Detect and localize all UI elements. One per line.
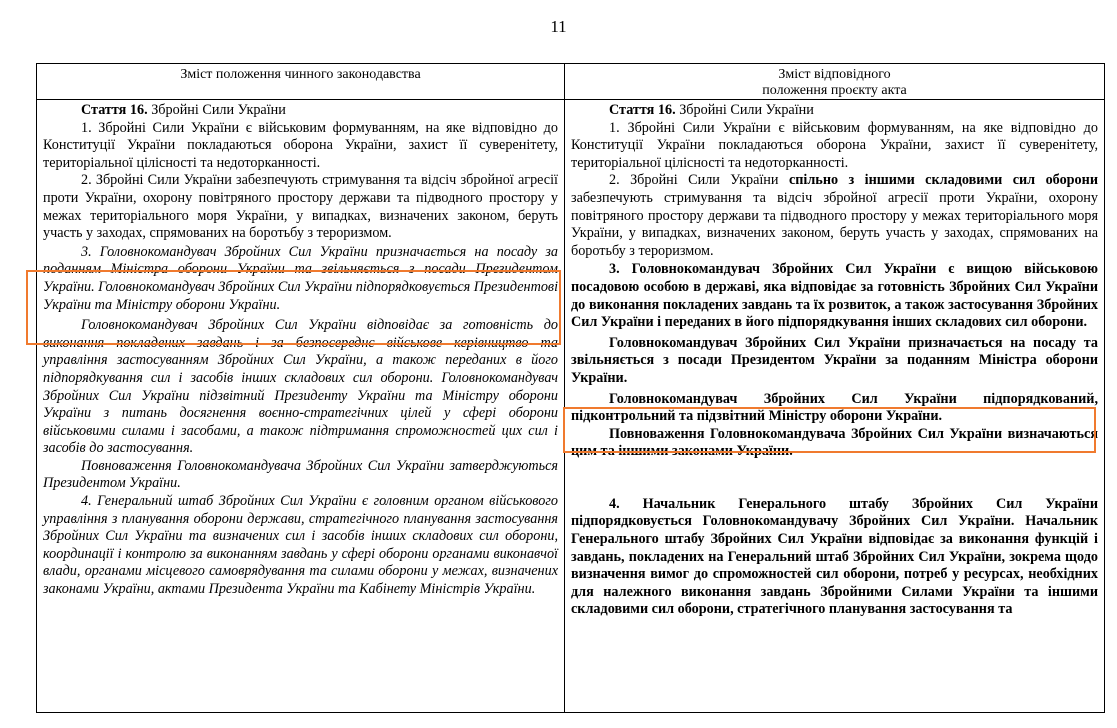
right-article-title	[571, 102, 1098, 120]
right-article-name: Збройні Сили України	[675, 102, 814, 118]
header-left-text: Зміст положення чинного законодавства	[180, 67, 421, 82]
highlight-box-right-subordination	[563, 407, 1096, 453]
right-article-number: Стаття 16.	[609, 102, 676, 118]
left-article-number: Стаття 16.	[81, 102, 148, 118]
header-draft-act	[565, 64, 1105, 100]
left-paragraph-2: 2. Збройні Сили України забезпечують стримування та відсіч збройної агресії проти України, охорону повітряного простору держави та підводного простору у межах територіального моря України, у випадках, визначених законом, беруть участь у заходах, спрямованих на боротьбу з тероризмом.	[43, 172, 558, 242]
left-article-title	[43, 102, 558, 120]
right-paragraph-2	[571, 172, 1098, 260]
header-right-line2: положення проєкту акта	[762, 83, 907, 98]
current-law-column	[37, 100, 565, 713]
right-spacer	[571, 461, 1098, 496]
right-paragraph-5: Головнокомандувач Збройних Сил України підпорядкований, підконтрольний та підзвітний Міністру оборони України.	[571, 390, 1098, 425]
left-paragraph-5: Повноваження Головнокомандувача Збройних Сил України затверджуються Президентом України.	[43, 457, 558, 492]
right-paragraph-6: Повноваження Головнокомандувача Збройних Сил України визначаються цим та іншими законами України.	[571, 425, 1098, 460]
right-paragraph-4: Головнокомандувач Збройних Сил України призначається на посаду та звільняється з посади Президентом України за поданням Міністра оборони України.	[571, 334, 1098, 386]
left-paragraph-3: 3. Головнокомандувач Збройних Сил України призначається на посаду за поданням Міністра оборони України та звільняється з посади Президентом України. Головнокомандувач Збройних Сил України підпорядковується Президентові України та Міністру оборони України.	[43, 243, 559, 313]
right-p2-bold-insert: спільно з іншими складовими сил оборони	[788, 172, 1098, 189]
right-p2-start: 2. Збройні Сили України	[609, 172, 789, 189]
left-paragraph-1: 1. Збройні Сили України є військовим формуванням, на яке відповідно до Конституції України покладаються оборона України, захист її суверенітету, територіальної цілісності та недоторканності.	[43, 119, 558, 171]
header-right-line1: Зміст відповідного	[778, 67, 891, 82]
right-paragraph-1: 1. Збройні Сили України є військовим формуванням, на яке відповідно до Конституції України покладаються оборона України, захист її суверенітету, територіальної цілісності та недоторканності.	[571, 119, 1098, 171]
table-header-row	[37, 64, 1105, 100]
table-body-row	[37, 100, 1105, 713]
draft-act-column	[565, 100, 1105, 713]
right-paragraph-7: 4. Начальник Генерального штабу Збройних Сил України підпорядковується Головнокомандувачу Збройних Сил України. Начальник Генерального штабу Збройних Сил України відповідає за виконання функцій і завдань, покладених на Генеральний штаб Збройних Сил України, зокрема щодо визначення вимог до спроможностей сил оборони, потреб у ресурсах, необхідних для належного виконання завдань Збройними Силами України та іншими складовими сил оборони, стратегічного планування застосування та	[571, 495, 1098, 618]
right-p2-end: забезпечують стримування та відсіч збройної агресії проти України, охорону повітряного простору держави та підводного простору у межах територіального моря України, у випадках, визначених законом, беруть участь у заходах, спрямованих на боротьбу з тероризмом.	[571, 189, 1098, 259]
left-paragraph-4: Головнокомандувач Збройних Сил України відповідає за готовність до виконання покладених завдань і за безпосереднє військове керівництво та управління застосуванням Збройних Сил України, а також переданих в його підпорядкування сил і засобів інших складових сил оборони. Головнокомандувач Збройних Сил України підзвітний Президенту України та Міністру оборони України з питань досягнення воєнно-стратегічних цілей у сфері оборони військовими силами і засобами, а також підтримання спроможностей цих сил і засобів до застосування.	[43, 317, 558, 457]
left-article-name: Збройні Сили України	[147, 102, 286, 118]
left-paragraph-6: 4. Генеральний штаб Збройних Сил України є головним органом військового управління з планування оборони держави, стратегічного планування застосування Збройних Сил України та визначених сил і засобів інших складових сил оборони, координації і контролю за виконанням завдань у сфері оборони органами виконавчої влади, органами місцевого самоврядування та силами оборони у межах, визначених законами України, актами Президента України та Кабінету Міністрів України.	[43, 493, 558, 598]
page-number: 11	[550, 17, 567, 36]
comparison-table	[36, 63, 1105, 713]
header-current-law	[37, 64, 565, 100]
right-paragraph-3: 3. Головнокомандувач Збройних Сил України є вищою військовою посадовою особою в державі, яка відповідає за готовність Збройних Сил України до виконання покладених завдань та їх розвиток, а також застосування Збройних Сил України і переданих в його підпорядкування інших складових сил оборони.	[571, 261, 1098, 331]
highlight-box-left-paragraph-3	[26, 270, 561, 345]
